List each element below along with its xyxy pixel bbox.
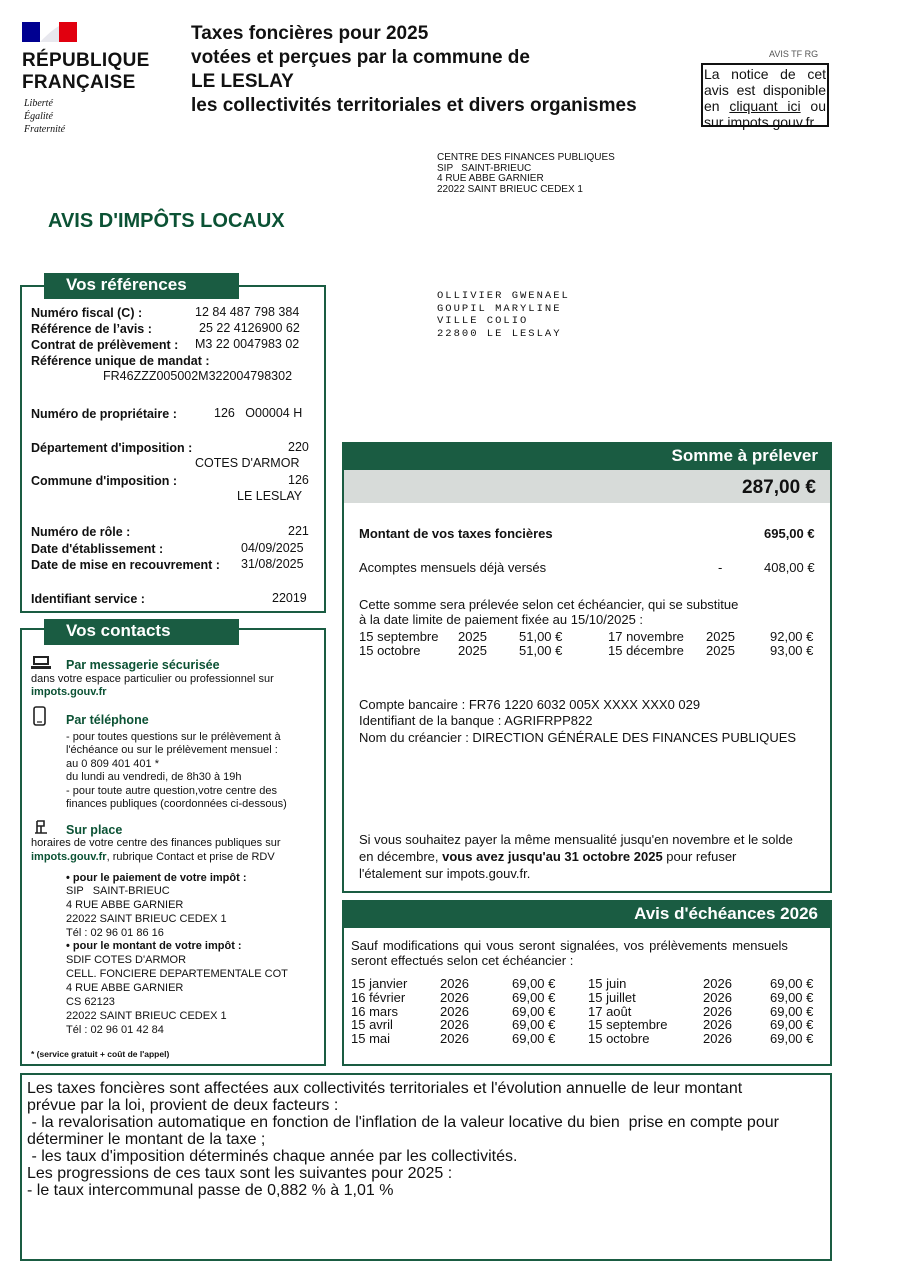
echeance-year: 2026 [440, 1017, 469, 1032]
echeances-head: Avis d'échéances 2026 [342, 900, 832, 928]
echeance-month: 15 juin [588, 976, 627, 991]
numero-fiscal-label: Numéro fiscal (C) : [31, 306, 143, 320]
info-line: prévue par la loi, provient de deux facteurs : [27, 1097, 339, 1114]
etablissement-value: 04/09/2025 [241, 541, 304, 555]
place-title: Sur place [66, 823, 123, 837]
tel-line: au 0 809 401 401 * [66, 758, 159, 770]
echeance-year: 2026 [703, 1004, 732, 1019]
echeance-month: 15 septembre [588, 1017, 668, 1032]
montant-taxes-value: 695,00 € [764, 526, 815, 541]
schedule-month: 17 novembre [608, 629, 684, 644]
info-text [27, 1080, 827, 1199]
rum-label: Référence unique de mandat : [31, 354, 210, 368]
place-text: , rubrique Contact et prise de RDV [106, 851, 275, 863]
montant-taxes-label: Montant de vos taxes foncières [359, 526, 553, 541]
centre-line: SIP SAINT-BRIEUC [437, 162, 532, 174]
paiement-title: • pour le paiement de votre impôt : [66, 872, 247, 884]
notice-link[interactable]: cliquant ici [729, 98, 801, 114]
bank-id: Identifiant de la banque : AGRIFRPP822 [359, 713, 593, 728]
schedule-year: 2025 [458, 629, 487, 644]
centre-address [437, 153, 615, 195]
echeance-amount: 69,00 € [770, 1031, 814, 1046]
header-commune: LE LESLAY [191, 71, 294, 92]
tel-line: l'échéance ou sur le prélèvement mensuel : [66, 744, 278, 756]
place-line1: horaires de votre centre des finances publiques sur [31, 837, 281, 849]
schedule-month: 15 décembre [608, 643, 684, 658]
centre-line: 22022 SAINT BRIEUC CEDEX 1 [437, 183, 583, 195]
echeance-month: 15 janvier [351, 976, 408, 991]
paiement-line: 22022 SAINT BRIEUC CEDEX 1 [66, 913, 227, 925]
commune-label: Commune d'imposition : [31, 474, 178, 488]
schedule-amount: 51,00 € [519, 629, 563, 644]
echeance-year: 2026 [440, 990, 469, 1005]
proprietaire-label: Numéro de propriétaire : [31, 407, 177, 421]
address-line: 22800 LE LESLAY [437, 327, 562, 340]
paiement-title-text: pour le paiement de votre impôt : [72, 872, 247, 884]
montant-line: CELL. FONCIERE DEPARTEMENTALE COT [66, 968, 288, 980]
echeance-amount: 69,00 € [512, 1004, 556, 1019]
departement-code: 220 [288, 440, 309, 454]
echeance-year: 2026 [440, 1031, 469, 1046]
bank-account: Compte bancaire : FR76 1220 6032 005X XXXX XXX0 029 [359, 697, 701, 712]
echeance-amount: 69,00 € [770, 976, 814, 991]
echeance-year: 2026 [703, 976, 732, 991]
outro-text: pour refuser [662, 849, 737, 864]
centre-line: 4 RUE ABBE GARNIER [437, 173, 544, 184]
service-value: 22019 [272, 591, 307, 605]
logo-motto-fraternite: Fraternité [24, 124, 66, 135]
echeance-amount: 69,00 € [770, 1017, 814, 1032]
recouvrement-label: Date de mise en recouvrement : [31, 558, 220, 572]
proprietaire-value: 126 O00004 H [214, 406, 303, 420]
msg-title: Par messagerie sécurisée [66, 658, 220, 672]
paiement-line: SIP SAINT-BRIEUC [66, 885, 170, 897]
recouvrement-value: 31/08/2025 [241, 557, 304, 571]
page-title: AVIS D'IMPÔTS LOCAUX [48, 210, 285, 232]
logo-francaise: FRANÇAISE [22, 72, 136, 93]
prelevement-panel [342, 442, 832, 893]
montant-line: CS 62123 [66, 996, 115, 1008]
address-line: VILLE COLIO [437, 315, 529, 327]
schedule-amount: 92,00 € [770, 629, 814, 644]
address-line: GOUPIL MARYLINE [437, 302, 562, 315]
commune-code: 126 [288, 473, 309, 487]
prelevement-amount: 287,00 € [342, 470, 832, 503]
etablissement-label: Date d'établissement : [31, 542, 164, 556]
echeance-amount: 69,00 € [512, 1031, 556, 1046]
prelevement-head: Somme à prélever [342, 442, 832, 470]
outro-text: en décembre, [359, 849, 443, 864]
tel-line: du lundi au vendredi, de 8h30 à 19h [66, 771, 242, 783]
echeances-intro: Sauf modifications qui vous seront signalées, vos prélèvements mensuels [351, 938, 788, 953]
logo-motto-liberte: Liberté [24, 98, 53, 109]
schedule-month: 15 octobre [359, 643, 421, 658]
info-line: déterminer le montant de la taxe ; [27, 1131, 266, 1148]
header-line-1: Taxes foncières pour 2025 [191, 23, 429, 44]
acomptes-sign: - [718, 560, 723, 575]
place-link[interactable]: impots.gouv.fr [31, 851, 107, 863]
echeance-month: 16 février [351, 990, 406, 1005]
role-label: Numéro de rôle : [31, 525, 131, 539]
echeance-amount: 69,00 € [770, 1004, 814, 1019]
schedule-month: 15 septembre [359, 629, 439, 644]
msg-text: dans votre espace particulier ou professionnel sur [31, 673, 274, 685]
montant-title: • pour le montant de votre impôt : [66, 940, 242, 952]
schedule-year: 2025 [706, 629, 735, 644]
marianne-logo [22, 22, 77, 42]
commune-nom: LE LESLAY [237, 489, 303, 503]
centre-line: CENTRE DES FINANCES PUBLIQUES [437, 152, 615, 163]
echeance-month: 15 juillet [588, 990, 636, 1005]
info-line: Les taxes foncières sont affectées aux collectivités territoriales et l'évolution annuelle de leur montant [27, 1080, 743, 1097]
ref-avis-label: Référence de l’avis : [31, 322, 152, 336]
info-line: - les taux d'imposition déterminés chaque année par les collectivités. [27, 1148, 518, 1165]
info-line: Les progressions de ces taux sont les suivantes pour 2025 : [27, 1165, 453, 1182]
contrat-value: M3 22 0047983 02 [195, 337, 300, 351]
echeance-year: 2026 [703, 1031, 732, 1046]
logo-motto-egalite: Égalité [24, 111, 53, 122]
acomptes-label: Acomptes mensuels déjà versés [359, 560, 547, 575]
montant-title-text: pour le montant de votre impôt : [72, 940, 242, 952]
echeance-month: 15 avril [351, 1017, 393, 1032]
info-line: - la revalorisation automatique en fonction de l'inflation de la valeur locative du bien prise en compte pour [27, 1114, 779, 1131]
schedule-amount: 51,00 € [519, 643, 563, 658]
departement-label: Département d'imposition : [31, 441, 193, 455]
echeance-amount: 69,00 € [512, 1017, 556, 1032]
rum-value: FR46ZZZ005002M322004798302 [103, 369, 293, 383]
avis-code: AVIS TF RG [769, 49, 819, 59]
echeance-year: 2026 [703, 990, 732, 1005]
msg-link[interactable]: impots.gouv.fr [31, 686, 107, 698]
paiement-line: 4 RUE ABBE GARNIER [66, 899, 184, 911]
references-tab: Vos références [44, 273, 239, 299]
departement-nom: COTES D'ARMOR [195, 456, 300, 470]
montant-line: SDIF COTES D'ARMOR [66, 954, 187, 966]
echeance-month: 15 octobre [588, 1031, 650, 1046]
recipient-address [437, 290, 570, 340]
schedule-intro: Cette somme sera prélevée selon cet échéancier, qui se substitue [359, 597, 739, 612]
montant-line: 4 RUE ABBE GARNIER [66, 982, 184, 994]
role-value: 221 [288, 524, 309, 538]
place-line2 [31, 851, 275, 865]
schedule-year: 2025 [706, 643, 735, 658]
outro-line [359, 849, 736, 864]
header-line-2: votées et perçues par la commune de [191, 47, 530, 68]
address-line: OLLIVIER GWENAEL [437, 290, 570, 302]
logo-republique: RÉPUBLIQUE [22, 50, 150, 71]
echeance-amount: 69,00 € [512, 990, 556, 1005]
service-label: Identifiant service : [31, 592, 145, 606]
tel-line: finances publiques (coordonnées ci-dessous) [66, 798, 287, 810]
montant-line: Tél : 02 96 01 42 84 [66, 1024, 164, 1036]
montant-line: 22022 SAINT BRIEUC CEDEX 1 [66, 1010, 227, 1022]
creditor-name: Nom du créancier : DIRECTION GÉNÉRALE DES FINANCES PUBLIQUES [359, 730, 797, 745]
numero-fiscal-value: 12 84 487 798 384 [195, 305, 300, 319]
outro-line: Si vous souhaitez payer la même mensualité jusqu'en novembre et le solde [359, 832, 793, 847]
schedule-intro: à la date limite de paiement fixée au 15/10/2025 : [359, 612, 644, 627]
schedule-year: 2025 [458, 643, 487, 658]
notice-text: La notice de cet avis est disponible en [704, 66, 826, 114]
notice-text-end: ou sur impots.gouv.fr [704, 98, 826, 130]
notice-box [701, 63, 829, 130]
outro-line: l'étalement sur impots.gouv.fr. [359, 866, 531, 881]
paiement-line: Tél : 02 96 01 86 16 [66, 927, 164, 939]
schedule-amount: 93,00 € [770, 643, 814, 658]
tel-line: - pour toute autre question,votre centre des [66, 785, 277, 797]
phone-icon [33, 706, 46, 731]
echeance-year: 2026 [440, 976, 469, 991]
acomptes-value: 408,00 € [764, 560, 815, 575]
echeance-month: 15 mai [351, 1031, 391, 1046]
contrat-label: Contrat de prélèvement : [31, 338, 179, 352]
footnote: * (service gratuit + coût de l'appel) [31, 1049, 170, 1059]
echeance-year: 2026 [440, 1004, 469, 1019]
echeances-intro: seront effectués selon cet échéancier : [351, 953, 574, 968]
info-line: - le taux intercommunal passe de 0,882 % à 1,01 % [27, 1182, 394, 1199]
ref-avis-value: 25 22 4126900 62 [199, 321, 300, 335]
echeance-amount: 69,00 € [512, 976, 556, 991]
echeance-amount: 69,00 € [770, 990, 814, 1005]
echeance-month: 16 mars [351, 1004, 398, 1019]
header-line-4: les collectivités territoriales et divers organismes [191, 95, 637, 116]
tel-line: - pour toutes questions sur le prélèvement à [66, 731, 281, 743]
tel-title: Par téléphone [66, 713, 149, 727]
contacts-tab: Vos contacts [44, 619, 239, 645]
echeance-month: 17 août [588, 1004, 632, 1019]
echeance-year: 2026 [703, 1017, 732, 1032]
outro-deadline: vous avez jusqu'au 31 octobre 2025 [442, 849, 663, 864]
